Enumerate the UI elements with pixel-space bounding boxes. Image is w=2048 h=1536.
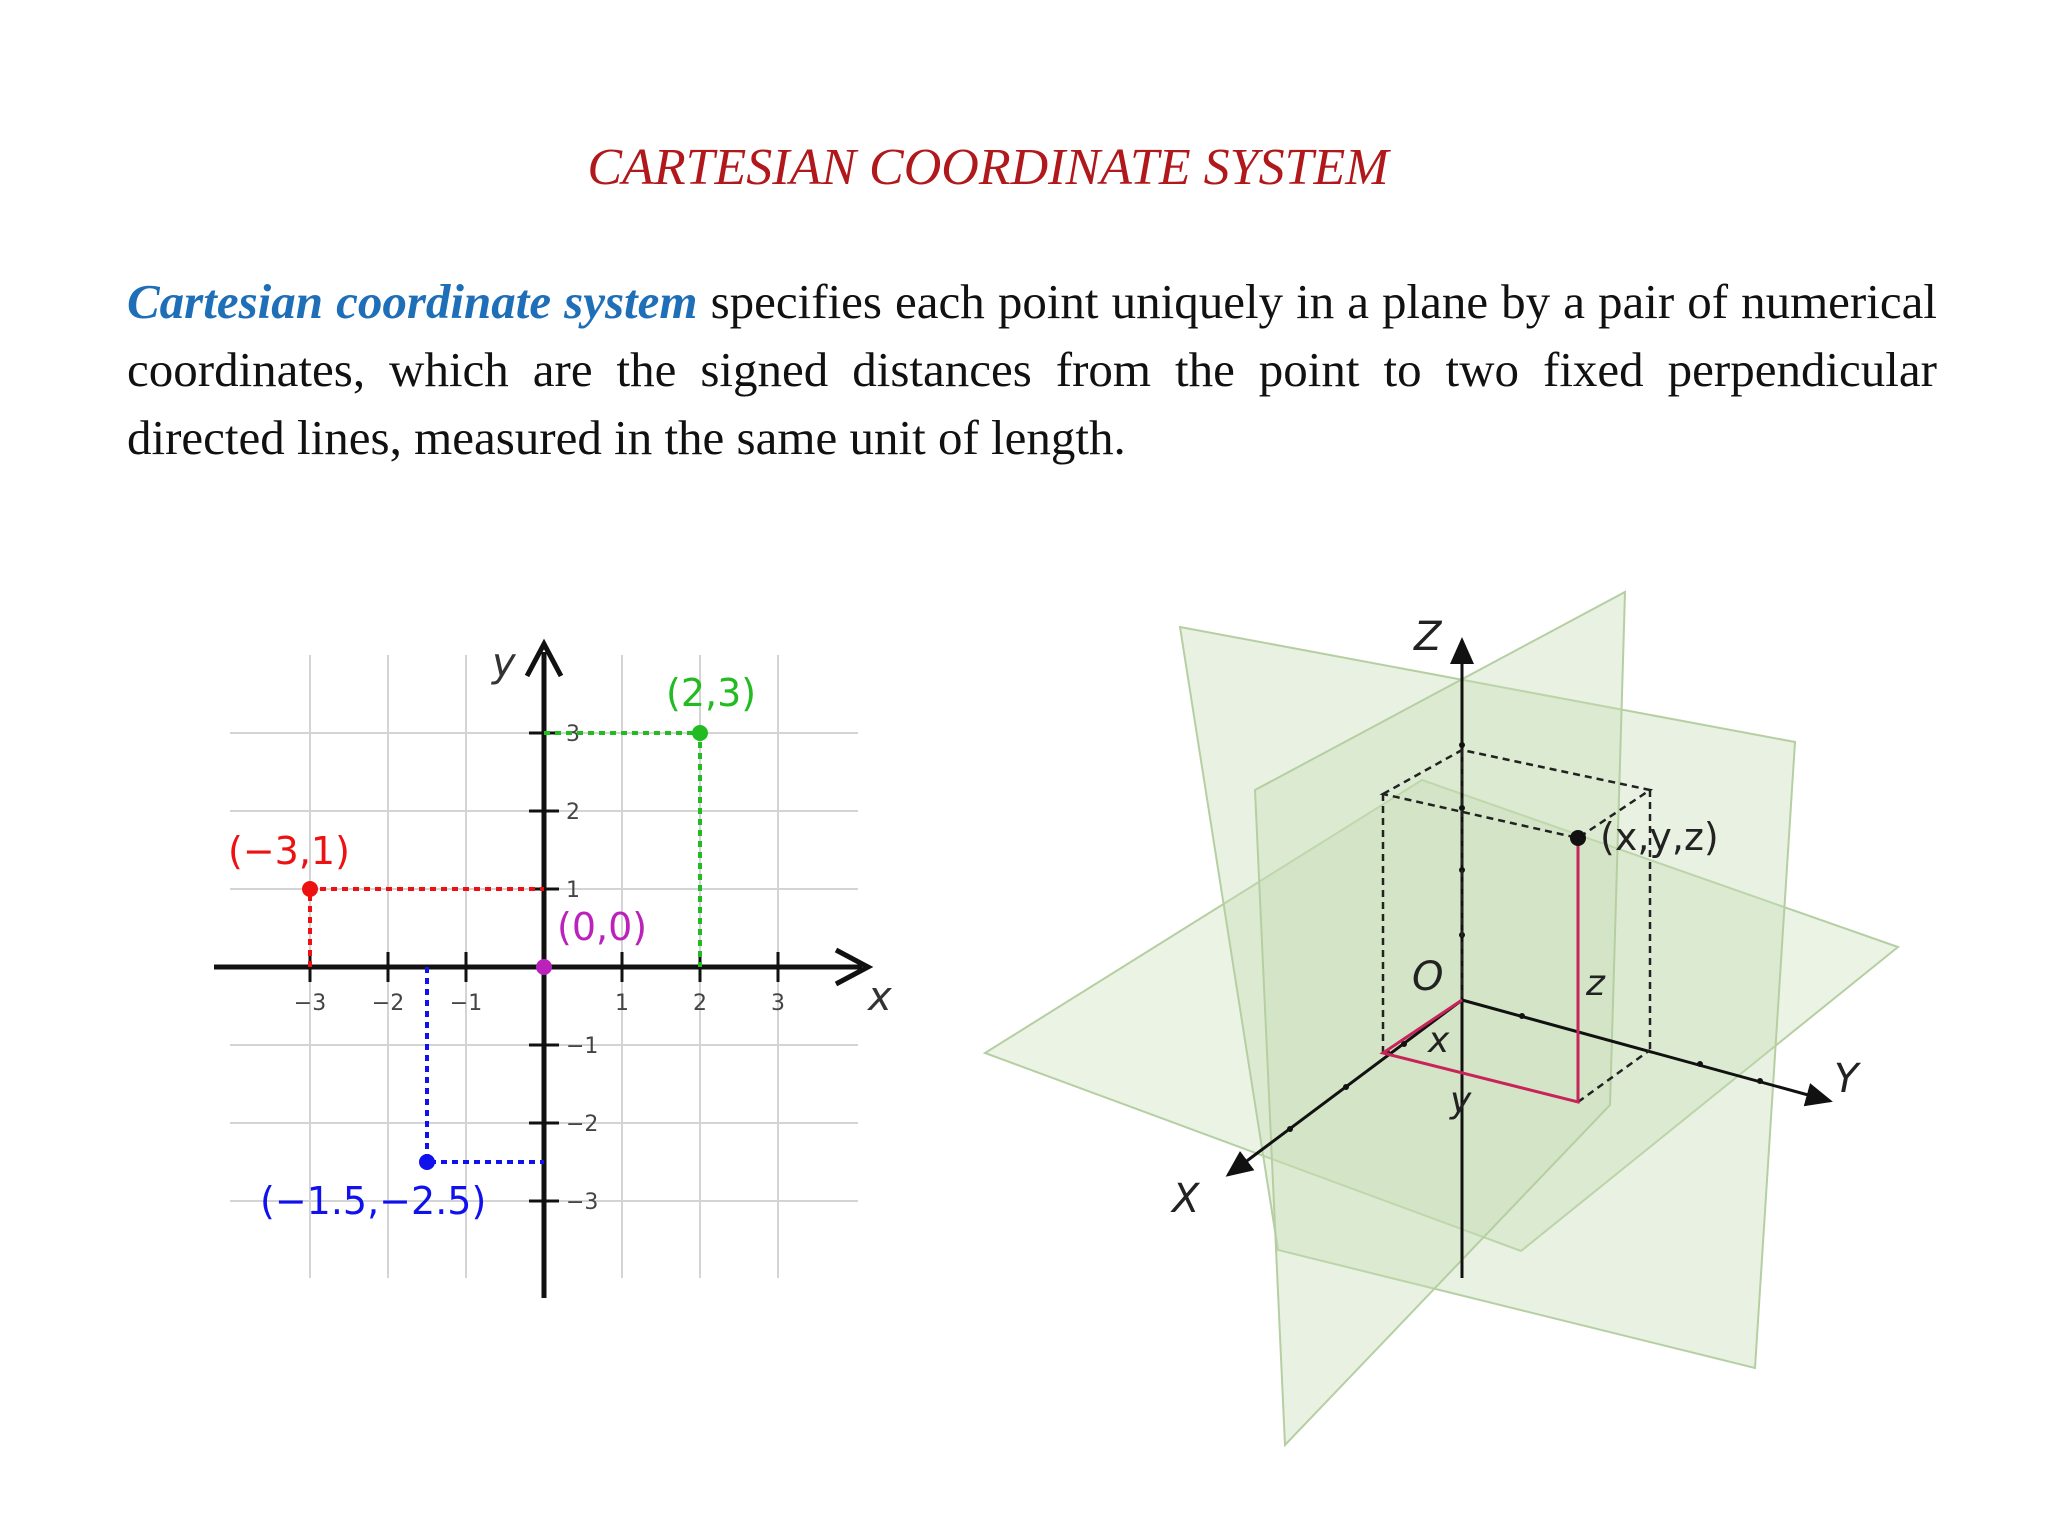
- y-tick-label: −2: [566, 1112, 599, 1137]
- projection-neg3-1: [310, 889, 544, 967]
- plane-diagram: [214, 640, 892, 1298]
- point-neg1.5-neg2.5: [419, 1154, 435, 1170]
- component-x-label: x: [1428, 1020, 1450, 1061]
- y-tick-label: −3: [566, 1190, 599, 1215]
- x-tick-label: −1: [449, 991, 483, 1016]
- point-2-3: [692, 725, 708, 741]
- point-label-2-3: (2,3): [666, 671, 757, 715]
- slide-title: CARTESIAN COORDINATE SYSTEM: [587, 139, 1389, 196]
- x-tick-label: 2: [693, 991, 707, 1016]
- y-tick-label: 1: [566, 878, 580, 903]
- x-tick-label: 1: [615, 991, 629, 1016]
- point-xyz-label: (x,y,z): [1600, 815, 1719, 859]
- y-axis-label: y: [492, 640, 516, 686]
- point-xyz: [1570, 830, 1586, 846]
- x-axis-label-3d: X: [1172, 1176, 1200, 1222]
- projection-neg1.5-neg2.5: [427, 967, 544, 1162]
- x-tick-label: 3: [771, 991, 785, 1016]
- point-label-origin: (0,0): [557, 905, 648, 949]
- y-tick-label: 3: [566, 722, 580, 747]
- definition-text: specifies each point uniquely in a plane by a pair of numerical coordinates, which are the signed distances from the point to two fixed perpendicular directed lines, measured in the same unit of length.: [127, 274, 1937, 465]
- y-axis-label-3d: Y: [1834, 1056, 1859, 1102]
- y-tick-label: −1: [566, 1034, 599, 1059]
- z-axis-label: Z: [1414, 614, 1442, 660]
- x-tick-label: −2: [371, 991, 405, 1016]
- y-tick-label: 2: [566, 800, 580, 825]
- x-tick-label: −3: [293, 991, 327, 1016]
- point-origin: [536, 959, 552, 975]
- component-y-label: y: [1450, 1080, 1472, 1121]
- definition-term: Cartesian coordinate system: [127, 274, 698, 329]
- x-axis-label: x: [868, 974, 892, 1020]
- point-label-neg3-1: (−3,1): [228, 829, 350, 873]
- x-tick-labels: [294, 991, 785, 1016]
- origin-label: O: [1412, 954, 1444, 1000]
- space-diagram: [985, 592, 1898, 1445]
- point-label-neg1.5-neg2.5: (−1.5,−2.5): [260, 1179, 487, 1223]
- component-z-label: z: [1586, 963, 1605, 1004]
- point-neg3-1: [302, 881, 318, 897]
